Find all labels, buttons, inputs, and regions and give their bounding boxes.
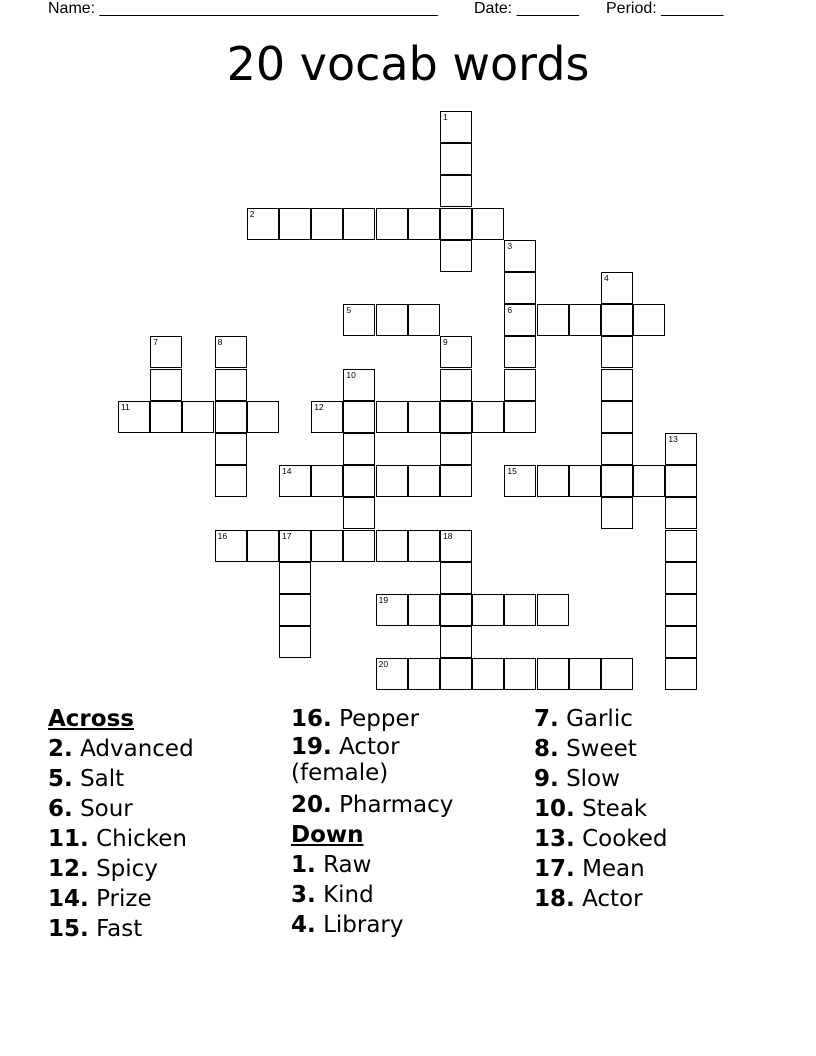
crossword-cell[interactable] <box>215 336 247 368</box>
crossword-cell[interactable] <box>569 304 601 336</box>
down-clue: 10. Steak <box>534 796 648 822</box>
across-clue: 20. Pharmacy <box>291 792 454 818</box>
crossword-cell[interactable] <box>504 401 536 433</box>
crossword-cell[interactable] <box>440 626 472 658</box>
crossword-cell[interactable] <box>472 658 504 690</box>
crossword-cell[interactable] <box>440 208 472 240</box>
down-clue: 17. Mean <box>534 856 645 882</box>
crossword-cell[interactable] <box>279 626 311 658</box>
crossword-cell[interactable] <box>440 240 472 272</box>
crossword-cell[interactable] <box>504 336 536 368</box>
crossword-cell[interactable] <box>279 562 311 594</box>
down-clue: 13. Cooked <box>534 826 668 852</box>
crossword-cell[interactable] <box>504 272 536 304</box>
crossword-cell[interactable] <box>343 369 375 401</box>
crossword-cell[interactable] <box>665 658 697 690</box>
crossword-cell[interactable] <box>376 208 408 240</box>
crossword-cell[interactable] <box>343 530 375 562</box>
crossword-cell[interactable] <box>601 304 633 336</box>
crossword-cell[interactable] <box>440 143 472 175</box>
crossword-cell[interactable] <box>279 465 311 497</box>
crossword-cell[interactable] <box>504 369 536 401</box>
crossword-cell[interactable] <box>247 208 279 240</box>
clue-number: 15 <box>507 466 517 477</box>
crossword-cell[interactable] <box>472 594 504 626</box>
crossword-cell[interactable] <box>665 530 697 562</box>
crossword-cell[interactable] <box>182 401 214 433</box>
crossword-cell[interactable] <box>504 465 536 497</box>
across-clue: 11. Chicken <box>48 826 187 852</box>
clue-column-2 <box>291 704 491 940</box>
crossword-cell[interactable] <box>665 465 697 497</box>
crossword-cell[interactable] <box>440 401 472 433</box>
crossword-cell[interactable] <box>504 240 536 272</box>
clue-number: 20 <box>378 659 389 670</box>
clue-number: 3 <box>507 240 513 251</box>
crossword-cell[interactable] <box>601 336 633 368</box>
crossword-cell[interactable] <box>376 594 408 626</box>
across-clue: 14. Prize <box>48 886 152 912</box>
crossword-cell[interactable] <box>343 208 375 240</box>
crossword-cell[interactable] <box>665 433 697 465</box>
crossword-cell[interactable] <box>343 401 375 433</box>
crossword-cell[interactable] <box>537 594 569 626</box>
clue-number: 12 <box>314 401 324 412</box>
crossword-cell[interactable] <box>408 401 440 433</box>
across-clue: 19. Actor (female) <box>291 734 400 786</box>
crossword-cell[interactable] <box>665 497 697 529</box>
crossword-cell[interactable] <box>408 465 440 497</box>
crossword-cell[interactable] <box>343 304 375 336</box>
crossword-cell[interactable] <box>472 401 504 433</box>
crossword-cell[interactable] <box>601 369 633 401</box>
crossword-cell[interactable] <box>440 369 472 401</box>
crossword-cell[interactable] <box>311 208 343 240</box>
crossword-cell[interactable] <box>311 465 343 497</box>
down-heading: Down <box>291 822 364 848</box>
crossword-cell[interactable] <box>215 465 247 497</box>
crossword-cell[interactable] <box>440 658 472 690</box>
crossword-cell[interactable] <box>440 336 472 368</box>
down-clue: 18. Actor <box>534 886 643 912</box>
crossword-cell[interactable] <box>569 658 601 690</box>
clue-number: 7 <box>153 337 158 348</box>
crossword-cell[interactable] <box>150 401 182 433</box>
clue-column-3 <box>534 704 774 914</box>
crossword-cell[interactable] <box>601 497 633 529</box>
clue-number: 4 <box>604 273 609 283</box>
crossword-cell[interactable] <box>504 304 536 336</box>
name-field-label: Name: ______________________________________ <box>48 0 438 17</box>
clue-number: 6 <box>507 305 513 316</box>
crossword-cell[interactable] <box>311 530 343 562</box>
crossword-cell[interactable] <box>633 465 665 497</box>
clue-number: 10 <box>346 369 356 380</box>
crossword-cell[interactable] <box>279 208 311 240</box>
date-field-label: Date: _______ <box>474 0 579 17</box>
down-clue: 7. Garlic <box>534 706 633 732</box>
crossword-cell[interactable] <box>537 658 569 690</box>
clue-number: 16 <box>217 530 228 541</box>
crossword-cell[interactable] <box>537 465 569 497</box>
crossword-cell[interactable] <box>150 369 182 401</box>
crossword-cell[interactable] <box>376 465 408 497</box>
crossword-cell[interactable] <box>601 658 633 690</box>
crossword-cell[interactable] <box>150 336 182 368</box>
crossword-cell[interactable] <box>408 208 440 240</box>
crossword-cell[interactable] <box>376 658 408 690</box>
clue-column-1 <box>48 704 283 944</box>
clue-number: 19 <box>378 595 389 605</box>
clue-number: 9 <box>443 337 448 348</box>
crossword-cell[interactable] <box>440 562 472 594</box>
across-clue: 15. Fast <box>48 916 143 942</box>
crossword-cell[interactable] <box>504 658 536 690</box>
crossword-cell[interactable] <box>440 465 472 497</box>
clue-number: 17 <box>282 530 292 541</box>
crossword-cell[interactable] <box>215 433 247 465</box>
crossword-cell[interactable] <box>440 530 472 562</box>
crossword-cell[interactable] <box>215 401 247 433</box>
crossword-cell[interactable] <box>118 401 150 433</box>
clue-number: 5 <box>346 305 352 316</box>
down-clue: 9. Slow <box>534 766 620 792</box>
crossword-cell[interactable] <box>537 304 569 336</box>
down-clue: 8. Sweet <box>534 736 637 762</box>
clue-number: 8 <box>217 337 223 348</box>
crossword-cell[interactable] <box>601 433 633 465</box>
crossword-cell[interactable] <box>247 401 279 433</box>
crossword-cell[interactable] <box>601 401 633 433</box>
down-clue: 1. Raw <box>291 852 372 878</box>
crossword-cell[interactable] <box>247 530 279 562</box>
crossword-cell[interactable] <box>408 658 440 690</box>
down-clue: 4. Library <box>291 912 404 938</box>
crossword-cell[interactable] <box>215 530 247 562</box>
crossword-cell[interactable] <box>601 465 633 497</box>
crossword-cell[interactable] <box>665 562 697 594</box>
crossword-cell[interactable] <box>440 111 472 143</box>
period-field-label: Period: _______ <box>606 0 724 17</box>
across-heading: Across <box>48 706 134 732</box>
clue-number: 11 <box>121 401 130 412</box>
crossword-cell[interactable] <box>601 272 633 304</box>
crossword-cell[interactable] <box>343 497 375 529</box>
page-title: 20 vocab words <box>226 37 590 91</box>
crossword-cell[interactable] <box>665 626 697 658</box>
down-clue: 3. Kind <box>291 882 374 908</box>
crossword-cell[interactable] <box>408 594 440 626</box>
crossword-cell[interactable] <box>408 304 440 336</box>
crossword-cell[interactable] <box>633 304 665 336</box>
clue-number: 2 <box>249 208 255 219</box>
crossword-cell[interactable] <box>343 433 375 465</box>
across-clue: 6. Sour <box>48 796 133 822</box>
crossword-cell[interactable] <box>408 530 440 562</box>
clue-number: 13 <box>668 434 678 444</box>
crossword-cell[interactable] <box>279 594 311 626</box>
clue-number: 14 <box>282 466 292 477</box>
crossword-cell[interactable] <box>376 304 408 336</box>
clue-number: 1 <box>443 112 448 122</box>
crossword-cell[interactable] <box>440 433 472 465</box>
crossword-cell[interactable] <box>569 465 601 497</box>
clue-number: 18 <box>443 530 453 541</box>
crossword-cell[interactable] <box>311 401 343 433</box>
crossword-cell[interactable] <box>215 369 247 401</box>
crossword-cell[interactable] <box>665 594 697 626</box>
crossword-cell[interactable] <box>376 530 408 562</box>
across-clue: 5. Salt <box>48 766 125 792</box>
crossword-cell[interactable] <box>376 401 408 433</box>
crossword-cell[interactable] <box>504 594 536 626</box>
crossword-cell[interactable] <box>440 175 472 207</box>
across-clue: 16. Pepper <box>291 706 420 732</box>
across-clue: 12. Spicy <box>48 856 158 882</box>
crossword-cell[interactable] <box>343 465 375 497</box>
crossword-cell[interactable] <box>279 530 311 562</box>
crossword-cell[interactable] <box>440 594 472 626</box>
across-clue: 2. Advanced <box>48 736 194 762</box>
crossword-cell[interactable] <box>472 208 504 240</box>
